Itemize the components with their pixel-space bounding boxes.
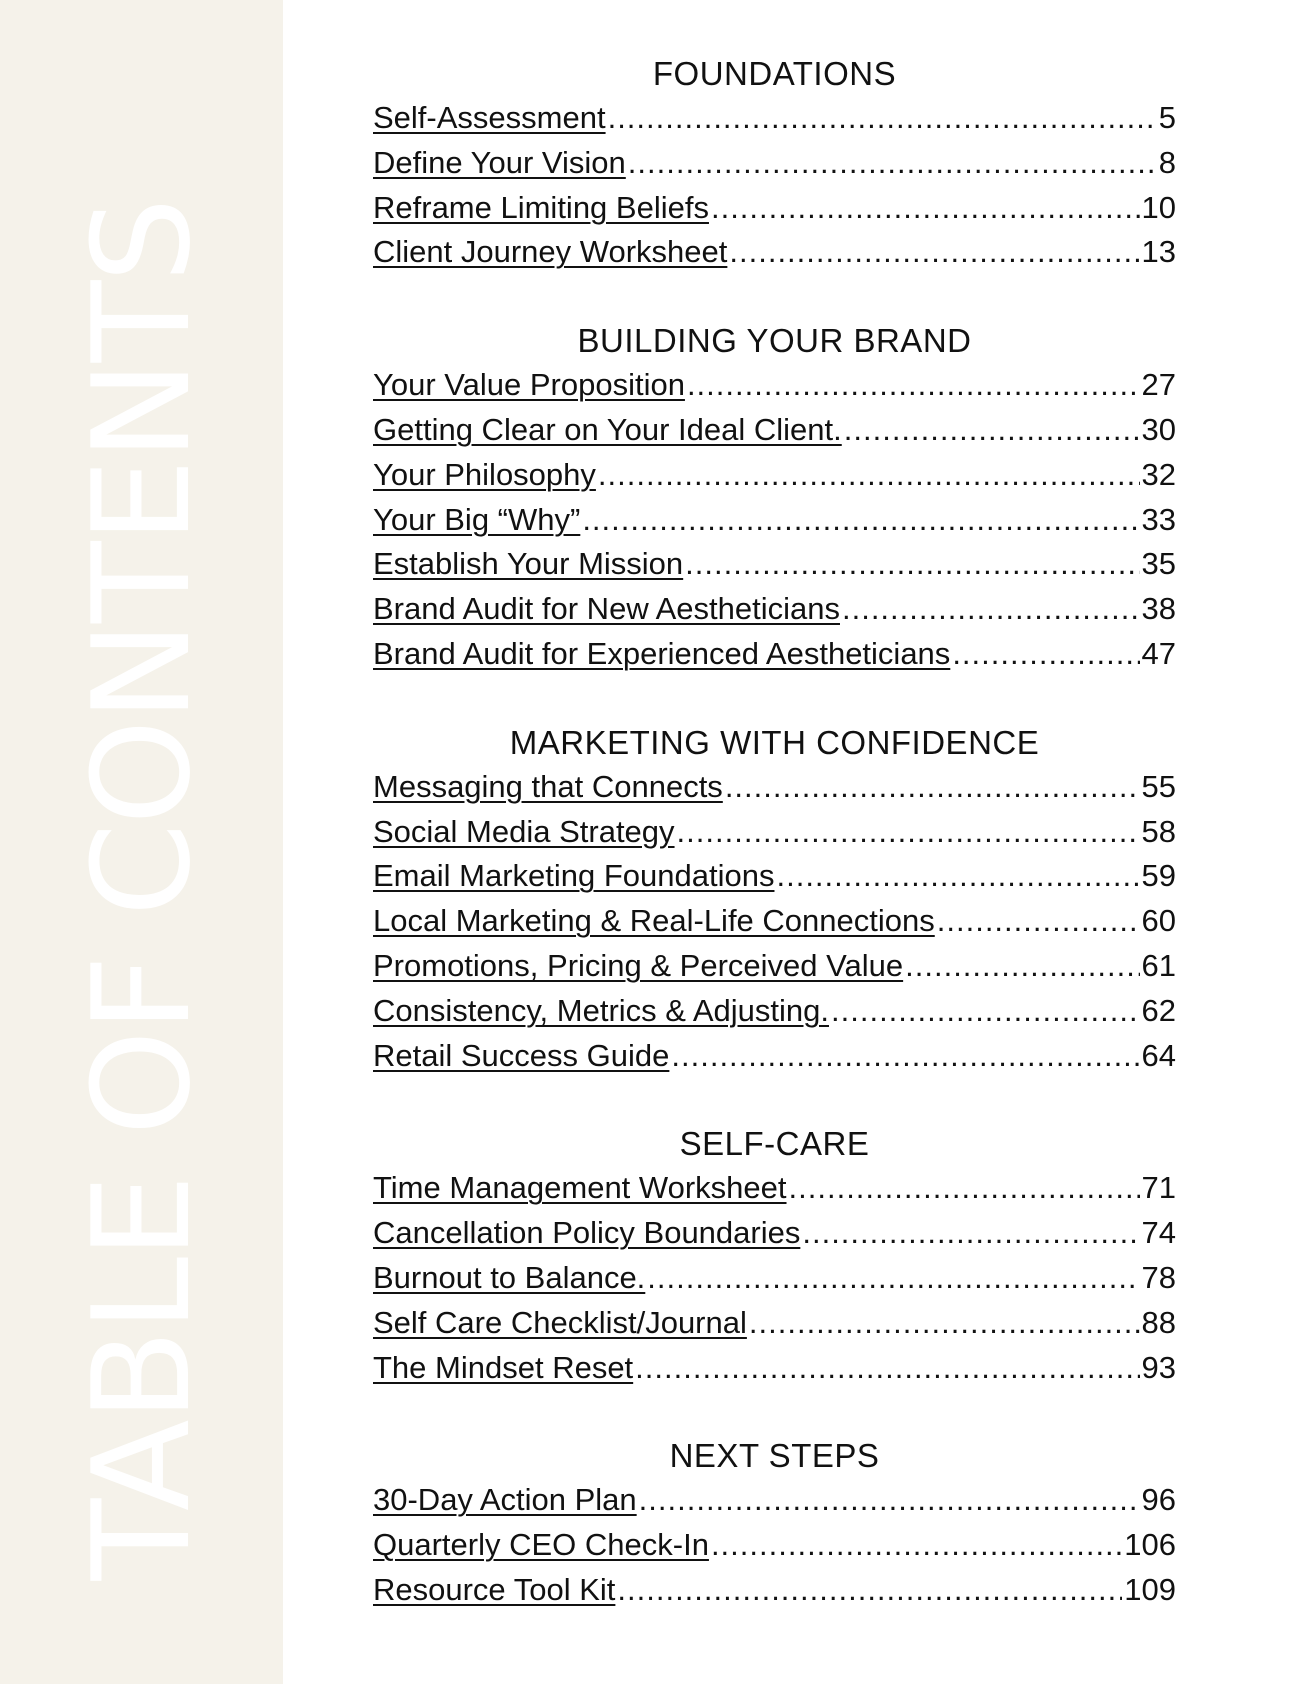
toc-entry[interactable] (373, 989, 1176, 1034)
section-next-steps (373, 1434, 1176, 1612)
toc-entry-page: 60 (1141, 903, 1176, 939)
toc-entry-page: 109 (1124, 1571, 1176, 1607)
toc-entry[interactable] (373, 230, 1176, 275)
toc-entry[interactable] (373, 1034, 1176, 1079)
dot-leader (789, 1166, 1140, 1211)
toc-entry[interactable] (373, 765, 1176, 810)
toc-entry-label[interactable]: Self Care Checklist/Journal (373, 1304, 747, 1340)
toc-entry-label[interactable]: Your Philosophy (373, 456, 596, 492)
toc-entry-page: 62 (1141, 992, 1176, 1028)
dot-leader (639, 1478, 1140, 1523)
toc-entry-page: 13 (1141, 234, 1176, 270)
toc-entry[interactable] (373, 498, 1176, 543)
toc-entry[interactable] (373, 453, 1176, 498)
toc-entry[interactable] (373, 1568, 1176, 1613)
toc-entry-label[interactable]: Brand Audit for New Aestheticians (373, 591, 840, 627)
dot-leader (647, 1256, 1139, 1301)
section-heading: BUILDING YOUR BRAND (577, 322, 972, 360)
dot-leader (608, 96, 1157, 141)
toc-entry-page: 32 (1141, 456, 1176, 492)
toc-entry[interactable] (373, 363, 1176, 408)
toc-entry-page: 78 (1141, 1259, 1176, 1295)
dot-leader (582, 498, 1139, 543)
toc-entry-page: 58 (1141, 813, 1176, 849)
dot-leader (685, 542, 1139, 587)
dot-leader (776, 854, 1139, 899)
toc-entry[interactable] (373, 186, 1176, 231)
toc-entry[interactable] (373, 1346, 1176, 1391)
toc-entry-page: 30 (1141, 411, 1176, 447)
dot-leader (725, 765, 1140, 810)
toc-entry[interactable] (373, 408, 1176, 453)
toc-entry[interactable] (373, 542, 1176, 587)
toc-entry-label[interactable]: Establish Your Mission (373, 546, 684, 582)
toc-entry-page: 64 (1141, 1037, 1176, 1073)
toc-entry-label[interactable]: Messaging that Connects (373, 768, 723, 804)
toc-entry-page: 38 (1141, 591, 1176, 627)
toc-entry-page: 74 (1141, 1215, 1176, 1251)
sidebar-title: TABLE OF CONTENTS (64, 199, 220, 1581)
dot-leader (842, 587, 1140, 632)
toc-entry-label[interactable]: 30-Day Action Plan (373, 1482, 637, 1518)
toc-entry-label[interactable]: Cancellation Policy Boundaries (373, 1215, 801, 1251)
toc-entry-label[interactable]: Brand Audit for Experienced Aestheticians (373, 635, 951, 671)
toc-entry[interactable] (373, 587, 1176, 632)
toc-entry-label[interactable]: Getting Clear on Your Ideal Client. (373, 411, 842, 447)
toc-entry-page: 59 (1141, 858, 1176, 894)
dot-leader (952, 632, 1139, 677)
dot-leader (802, 1211, 1139, 1256)
dot-leader (937, 899, 1140, 944)
dot-leader (749, 1301, 1140, 1346)
section-self-care (373, 1122, 1176, 1390)
toc-entry-page: 47 (1141, 635, 1176, 671)
section-heading: MARKETING WITH CONFIDENCE (509, 723, 1040, 761)
toc-entry-label[interactable]: Local Marketing & Real-Life Connections (373, 903, 935, 939)
dot-leader (687, 363, 1140, 408)
toc-entry[interactable] (373, 632, 1176, 677)
dot-leader (729, 230, 1139, 275)
toc-entry-page: 106 (1124, 1527, 1176, 1563)
toc-entry-label[interactable]: Promotions, Pricing & Perceived Value (373, 947, 904, 983)
toc-entry-label[interactable]: Your Value Proposition (373, 367, 685, 403)
toc-entry-label[interactable]: The Mindset Reset (373, 1349, 634, 1385)
toc-entry-label[interactable]: Define Your Vision (373, 144, 626, 180)
dot-leader (628, 141, 1157, 186)
toc-entry[interactable] (373, 1211, 1176, 1256)
section-heading: SELF-CARE (679, 1125, 870, 1163)
toc-entry-label[interactable]: Consistency, Metrics & Adjusting. (373, 992, 829, 1028)
dot-leader (598, 453, 1140, 498)
toc-entry-label[interactable]: Reframe Limiting Beliefs (373, 189, 709, 225)
toc-entry[interactable] (373, 899, 1176, 944)
dot-leader (677, 810, 1140, 855)
toc-entry-page: 88 (1141, 1304, 1176, 1340)
toc-entry[interactable] (373, 1523, 1176, 1568)
toc-entry[interactable] (373, 810, 1176, 855)
toc-entry[interactable] (373, 1478, 1176, 1523)
section-heading: NEXT STEPS (669, 1437, 880, 1475)
dot-leader (617, 1568, 1122, 1613)
toc-entry-label[interactable]: Quarterly CEO Check-In (373, 1527, 709, 1563)
toc-entry-label[interactable]: Burnout to Balance. (373, 1259, 646, 1295)
toc-entry[interactable] (373, 1166, 1176, 1211)
dot-leader (831, 989, 1140, 1034)
section-building-your-brand (373, 319, 1176, 677)
toc-entry-page: 8 (1158, 144, 1176, 180)
section-heading: FOUNDATIONS (652, 55, 897, 92)
toc-entry-label[interactable]: Email Marketing Foundations (373, 858, 775, 894)
dot-leader (711, 186, 1140, 231)
toc-entry[interactable] (373, 141, 1176, 186)
dot-leader (844, 408, 1140, 453)
dot-leader (711, 1523, 1122, 1568)
dot-leader (671, 1034, 1139, 1079)
toc-entry-page: 71 (1141, 1170, 1176, 1206)
toc-entry[interactable] (373, 96, 1176, 141)
toc-entry-label[interactable]: Retail Success Guide (373, 1037, 670, 1073)
toc-entry-page: 10 (1141, 189, 1176, 225)
toc-entry-label[interactable]: Your Big “Why” (373, 501, 581, 537)
toc-entry-label[interactable]: Self-Assessment (373, 100, 606, 135)
dot-leader (905, 944, 1139, 989)
toc-entry[interactable] (373, 854, 1176, 899)
toc-entry-label[interactable]: Resource Tool Kit (373, 1571, 616, 1607)
toc-entry-page: 27 (1141, 367, 1176, 403)
toc-entry-page: 55 (1141, 768, 1176, 804)
toc-entry-label[interactable]: Social Media Strategy (373, 813, 675, 849)
toc-entry-page: 35 (1141, 546, 1176, 582)
toc-entry-page: 96 (1141, 1482, 1176, 1518)
toc-entry[interactable] (373, 944, 1176, 989)
dot-leader (635, 1346, 1139, 1391)
toc-entry-label[interactable]: Client Journey Worksheet (373, 234, 728, 270)
sidebar-panel (0, 0, 283, 1684)
toc-entry-label[interactable]: Time Management Worksheet (373, 1170, 787, 1206)
toc-entry-page: 5 (1158, 100, 1176, 135)
table-of-contents (373, 52, 1176, 1657)
toc-entry-page: 33 (1141, 501, 1176, 537)
toc-entry-page: 61 (1141, 947, 1176, 983)
section-foundations (373, 52, 1176, 275)
toc-entry[interactable] (373, 1301, 1176, 1346)
section-marketing-with-confidence (373, 721, 1176, 1079)
toc-entry[interactable] (373, 1256, 1176, 1301)
toc-entry-page: 93 (1141, 1349, 1176, 1385)
